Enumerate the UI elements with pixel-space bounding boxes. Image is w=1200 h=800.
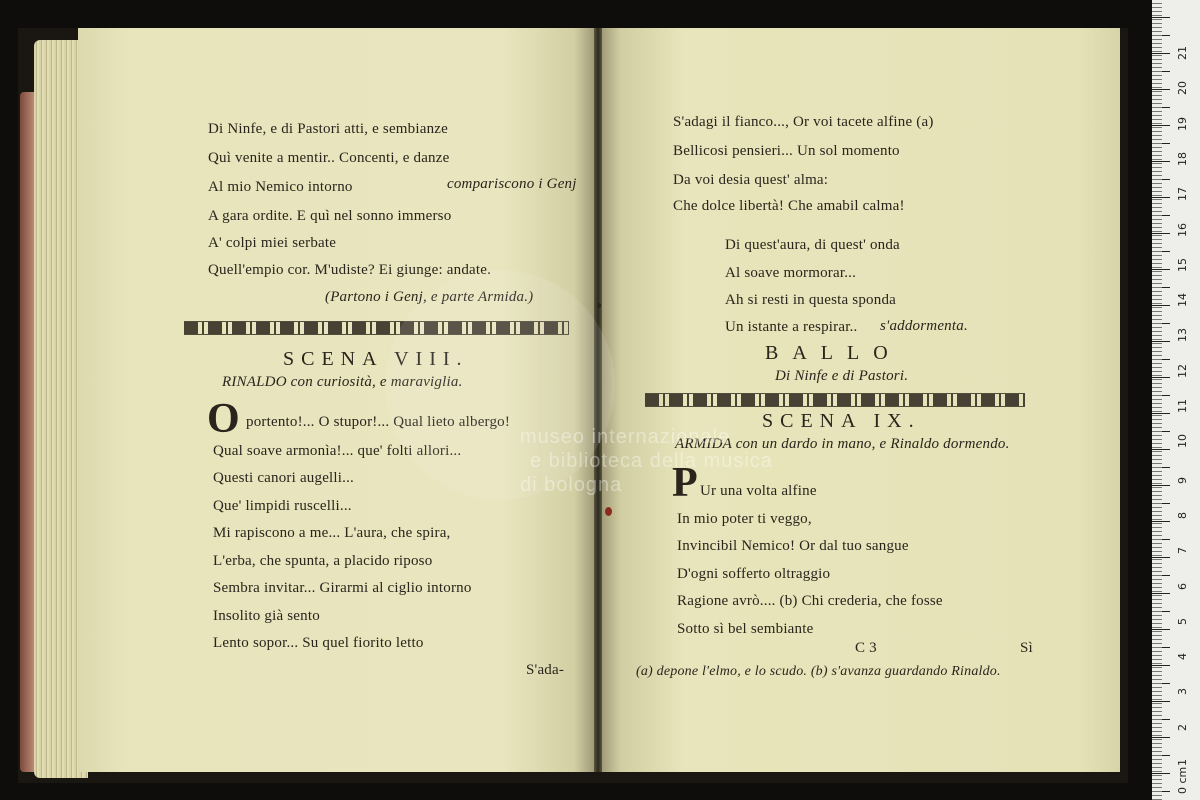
text-line: Qual soave armonìa!... que' folti allori... (213, 443, 462, 459)
text-line: Que' limpidi ruscelli... (213, 498, 352, 514)
stage-direction: (Partono i Genj, e parte Armida.) (325, 289, 534, 305)
verse-line: Ah si resti in questa sponda (725, 292, 896, 308)
ruler-mark-label: 16 (1176, 222, 1189, 237)
ruler-mark-label: 10 (1176, 434, 1189, 449)
text-line: A' colpi miei serbate (208, 235, 337, 251)
footnote: (a) depone l'elmo, e lo scudo. (b) s'avanza guardando Rinaldo. (636, 664, 1001, 679)
ink-blot (605, 507, 612, 516)
ballo-subtitle: Di Ninfe e di Pastori. (775, 368, 909, 384)
verse-line: Un istante a respirar.. (725, 319, 858, 335)
ruler-mark-label: 1 (1176, 759, 1189, 766)
text-line: Quì venite a mentir.. Concenti, e danze (208, 150, 450, 166)
text-line: Da voi desia quest' alma: (673, 172, 829, 188)
watermark-text (520, 425, 773, 497)
text-line: In mio poter ti veggo, (677, 511, 812, 527)
stage-aside: compariscono i Genj (447, 176, 577, 192)
watermark-line: e biblioteca della musica (530, 450, 773, 472)
ruler-mark-label: 9 (1176, 476, 1189, 484)
ruler-mark-label: 8 (1176, 511, 1189, 519)
text-line: Insolito già sento (213, 608, 320, 624)
ruler-mark-label: 21 (1176, 46, 1189, 60)
text-line: Ragione avrò.... (b) Chi crederia, che fosse (677, 593, 943, 609)
ruler-mark-label: 17 (1176, 187, 1189, 202)
ruler-mark-label: 18 (1176, 151, 1189, 166)
signature-mark: C 3 (855, 640, 877, 656)
catchword: Sì (1020, 640, 1033, 656)
ruler-mark-label: 19 (1176, 116, 1189, 131)
ruler-mark-label: 5 (1176, 617, 1189, 625)
ink-dot (597, 303, 601, 308)
drop-cap: O (207, 396, 240, 442)
ruler-mark-label: 4 (1176, 653, 1189, 661)
text-line: Lento sopor... Su quel fiorito letto (213, 635, 424, 651)
text-line: Questi canori augelli... (213, 470, 355, 486)
ruler-mark-label: 12 (1176, 363, 1189, 378)
text-line: L'erba, che spunta, a placido riposo (213, 553, 433, 569)
text-line: A gara ordite. E quì nel sonno immerso (208, 208, 452, 224)
drop-cap: P (672, 460, 698, 506)
ruler-mark-label: 15 (1176, 257, 1189, 272)
text-line: S'adagi il fianco..., Or voi tacete alfine (a) (673, 114, 934, 130)
ruler-mark-label: 6 (1176, 582, 1189, 590)
watermark-line: di bologna (520, 474, 623, 496)
ruler-mark-label: 3 (1176, 688, 1189, 696)
text-line: Invincibil Nemico! Or dal tuo sangue (677, 538, 909, 554)
catchword: S'ada- (526, 662, 565, 678)
ruler-unit-label: 0 cm (1176, 766, 1189, 794)
verse-line: Al soave mormorar... (725, 265, 857, 281)
text-line: Bellicosi pensieri... Un sol momento (673, 143, 900, 159)
ruler-mark-label: 11 (1176, 399, 1189, 413)
stage-aside: s'addormenta. (880, 318, 968, 334)
ruler-mark-label: 7 (1176, 547, 1189, 555)
text-line: Sotto sì bel sembiante (677, 621, 814, 637)
text-line: Che dolce libertà! Che amabil calma! (673, 198, 905, 214)
text-line: D'ogni sofferto oltraggio (677, 566, 831, 582)
scene-title: SCENA VIII. (283, 348, 469, 370)
text-line: Al mio Nemico intorno (208, 179, 353, 195)
ornament-divider (645, 393, 1025, 407)
scene-persons: RINALDO con curiosità, e maraviglia. (222, 374, 463, 390)
text-line: Quell'empio cor. M'udiste? Ei giunge: andate. (208, 262, 492, 278)
ruler-mark-label: 13 (1176, 328, 1189, 343)
scene-title: SCENA IX. (762, 410, 921, 432)
ruler-mark-label: 20 (1176, 81, 1189, 96)
scene-persons: ARMIDA con un dardo in mano, e Rinaldo dormendo. (675, 436, 1010, 452)
text-line: portento!... O stupor!... Qual lieto albergo! (246, 414, 511, 430)
text-line: Di Ninfe, e di Pastori atti, e sembianze (208, 121, 449, 137)
ruler-mark-label: 14 (1176, 293, 1189, 308)
watermark-line: museo internazionale (520, 426, 731, 448)
text-line: Ur una volta alfine (700, 483, 817, 499)
text-line: Sembra invitar... Girarmi al ciglio intorno (213, 580, 472, 596)
ruler-mark-label: 2 (1176, 723, 1189, 731)
ballo-title: BALLO (765, 342, 902, 364)
verse-line: Di quest'aura, di quest' onda (725, 237, 900, 253)
text-line: Mi rapiscono a me... L'aura, che spira, (213, 525, 451, 541)
